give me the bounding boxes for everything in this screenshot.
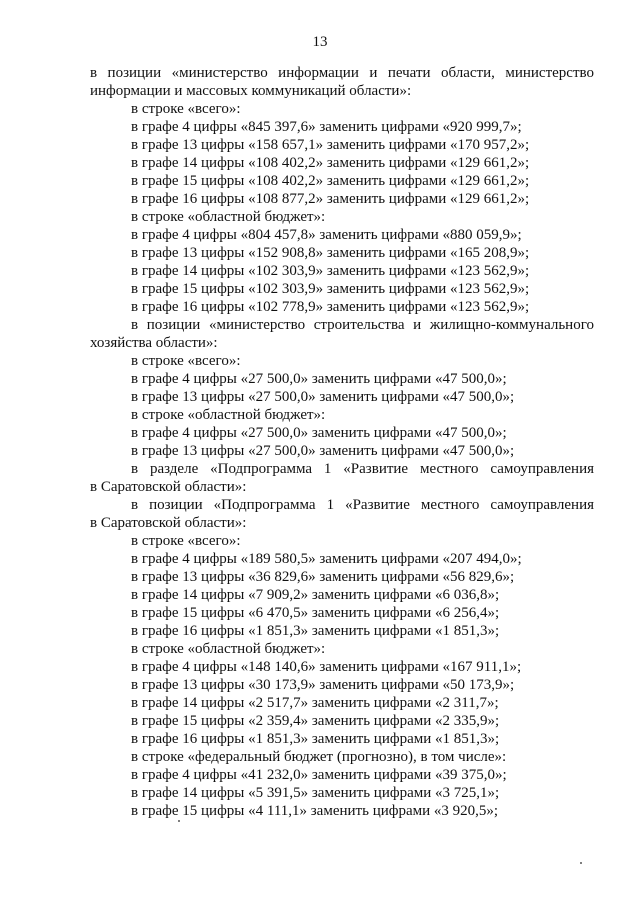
text-line: в графе 15 цифры «6 470,5» заменить цифрами «6 256,4»; — [131, 605, 500, 621]
text-line: в графе 15 цифры «2 359,4» заменить цифрами «2 335,9»; — [131, 713, 500, 729]
text-line: в позиции «Подпрограмма 1 «Развитие местного самоуправления — [131, 497, 594, 513]
text-line: в Саратовской области»: — [90, 479, 247, 495]
text-line: в графе 4 цифры «845 397,6» заменить цифрами «920 999,7»; — [131, 119, 522, 135]
text-line: в графе 13 цифры «158 657,1» заменить цифрами «170 957,2»; — [131, 137, 530, 153]
text-line: в графе 4 цифры «41 232,0» заменить цифрами «39 375,0»; — [131, 767, 507, 783]
text-line: в графе 13 цифры «152 908,8» заменить цифрами «165 208,9»; — [131, 245, 530, 261]
text-line: в позиции «министерство информации и печати области, министерство — [90, 65, 594, 81]
text-line: в графе 4 цифры «804 457,8» заменить цифрами «880 059,9»; — [131, 227, 522, 243]
text-line: в графе 15 цифры «4 111,1» заменить цифрами «3 920,5»; — [131, 803, 499, 819]
text-line: в графе 15 цифры «102 303,9» заменить цифрами «123 562,9»; — [131, 281, 530, 297]
text-line: в графе 14 цифры «102 303,9» заменить цифрами «123 562,9»; — [131, 263, 530, 279]
text-line: в графе 4 цифры «27 500,0» заменить цифрами «47 500,0»; — [131, 371, 507, 387]
text-line: в графе 13 цифры «27 500,0» заменить цифрами «47 500,0»; — [131, 389, 515, 405]
text-line: в графе 13 цифры «30 173,9» заменить цифрами «50 173,9»; — [131, 677, 515, 693]
text-line: информации и массовых коммуникаций области»: — [90, 83, 412, 99]
scan-speck — [178, 820, 180, 822]
text-line: в графе 14 цифры «2 517,7» заменить цифрами «2 311,7»; — [131, 695, 499, 711]
text-line: в разделе «Подпрограмма 1 «Развитие местного самоуправления — [131, 461, 594, 477]
text-line: в строке «всего»: — [131, 353, 241, 369]
text-line: в графе 14 цифры «7 909,2» заменить цифрами «6 036,8»; — [131, 587, 500, 603]
text-line: в графе 4 цифры «27 500,0» заменить цифрами «47 500,0»; — [131, 425, 507, 441]
text-line: в графе 16 цифры «1 851,3» заменить цифрами «1 851,3»; — [131, 623, 500, 639]
text-line: хозяйства области»: — [90, 335, 218, 351]
text-line: в графе 13 цифры «36 829,6» заменить цифрами «56 829,6»; — [131, 569, 515, 585]
text-line: в строке «всего»: — [131, 533, 241, 549]
text-line: в позиции «министерство строительства и жилищно-коммунального — [131, 317, 594, 333]
text-line: в графе 14 цифры «108 402,2» заменить цифрами «129 661,2»; — [131, 155, 530, 171]
text-line: в строке «федеральный бюджет (прогнозно), в том числе»: — [131, 749, 507, 765]
page-number: 13 — [312, 34, 328, 50]
text-line: в строке «областной бюджет»: — [131, 407, 326, 423]
text-line: в графе 4 цифры «148 140,6» заменить цифрами «167 911,1»; — [131, 659, 522, 675]
scan-speck — [580, 862, 582, 864]
text-line: в графе 15 цифры «108 402,2» заменить цифрами «129 661,2»; — [131, 173, 530, 189]
text-line: в графе 4 цифры «189 580,5» заменить цифрами «207 494,0»; — [131, 551, 522, 567]
text-line: в строке «областной бюджет»: — [131, 641, 326, 657]
text-line: в графе 16 цифры «1 851,3» заменить цифрами «1 851,3»; — [131, 731, 500, 747]
text-line: в строке «всего»: — [131, 101, 241, 117]
text-line: в графе 16 цифры «108 877,2» заменить цифрами «129 661,2»; — [131, 191, 530, 207]
text-line: в графе 13 цифры «27 500,0» заменить цифрами «47 500,0»; — [131, 443, 515, 459]
text-line: в строке «областной бюджет»: — [131, 209, 326, 225]
text-line: в графе 16 цифры «102 778,9» заменить цифрами «123 562,9»; — [131, 299, 530, 315]
text-line: в Саратовской области»: — [90, 515, 247, 531]
text-line: в графе 14 цифры «5 391,5» заменить цифрами «3 725,1»; — [131, 785, 500, 801]
